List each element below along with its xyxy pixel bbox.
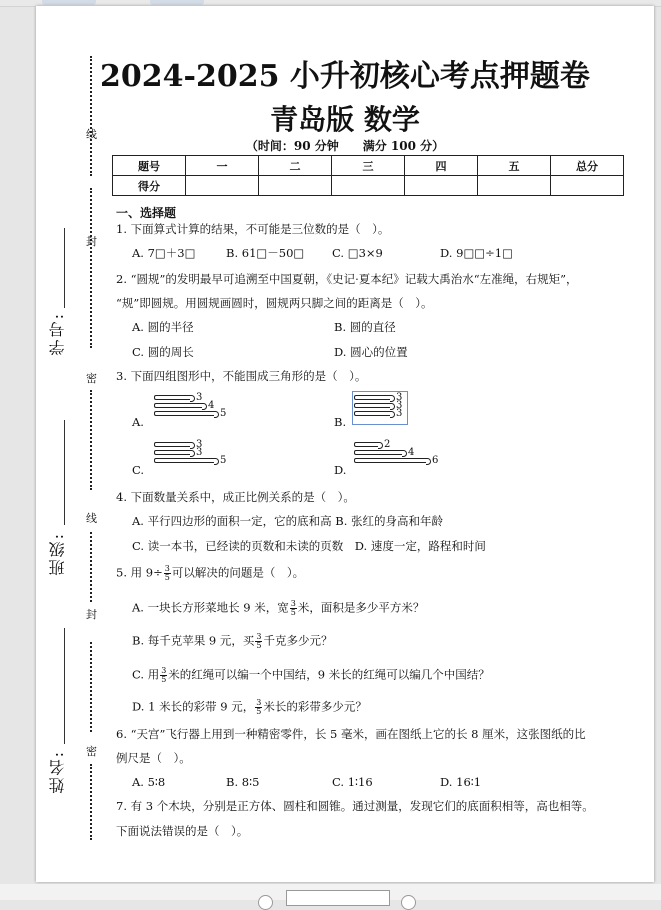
stick-bar [354, 411, 391, 416]
fraction-denominator: 5 [256, 641, 262, 650]
question-5-option-d [132, 699, 367, 716]
stick-bar [354, 458, 427, 463]
stick-bar-end [214, 458, 219, 465]
next-page-button[interactable] [401, 895, 416, 910]
name-line [64, 628, 65, 744]
score-cell [478, 176, 551, 196]
score-table-header-cell: 一 [186, 156, 259, 176]
fraction [255, 699, 262, 716]
stick-bar [154, 458, 215, 463]
question-5-option-b [132, 633, 332, 650]
binding-dotted-line [90, 188, 92, 348]
question-6-option-a: A. 5∶8 [132, 775, 166, 789]
stick-bar-end [202, 403, 207, 410]
question-5-option-a [132, 600, 424, 617]
question-5-option-d-start: D. 1 米长的彩带 9 元， [132, 699, 255, 714]
question-1-option-a: A. 7□＋3□ [132, 246, 196, 260]
question-1-option-b: B. 61□－50□ [226, 246, 305, 260]
question-5-option-d-end: 米长的彩带多少元？ [263, 699, 367, 714]
question-2-option-c: C. 圆的周长 [132, 345, 194, 359]
viewer-bottom-toolbar [0, 884, 661, 900]
binding-char: 线 [86, 128, 97, 141]
student-id-line [64, 228, 65, 308]
stick-bar [354, 450, 403, 455]
fraction-numerator: 3 [164, 564, 170, 573]
stick-length-label: 3 [196, 439, 203, 450]
stick-bar [354, 442, 379, 447]
stick-bar [154, 450, 191, 455]
fraction-denominator: 5 [161, 675, 167, 684]
binding-dotted-line [90, 642, 92, 732]
toolbar-tab[interactable] [42, 0, 96, 5]
score-cell [551, 176, 624, 196]
fraction-numerator: 3 [256, 698, 262, 707]
binding-dotted-line [90, 532, 92, 602]
binding-char: 封 [86, 608, 97, 621]
binding-char: 密 [86, 745, 97, 758]
question-5-option-c-end: 米的红绳可以编一个中国结，9 米长的红绳可以编几个中国结？ [168, 667, 490, 682]
question-5-stem-start: 5. 用 9÷ [116, 565, 163, 580]
score-table-header-cell: 四 [405, 156, 478, 176]
question-3-stem: 3. 下面四组图形中，不能围成三角形的是（ ）。 [116, 369, 367, 383]
fraction [160, 667, 167, 684]
stick-length-label: 5 [220, 408, 227, 419]
score-cell [259, 176, 332, 196]
question-5-option-b-start: B. 每千克苹果 9 元，买 [132, 633, 255, 648]
question-3-option-a-letter: A. [132, 415, 144, 429]
question-5-stem [116, 565, 304, 582]
fraction [290, 600, 297, 617]
binding-char: 封 [86, 235, 97, 248]
question-2-stem-line2: “规”即圆规。用圆规画圆时，圆规两只脚之间的距离是（ ）。 [116, 296, 433, 310]
question-5-option-b-end: 千克多少元？ [263, 633, 333, 648]
score-table-header-cell: 五 [478, 156, 551, 176]
question-6-stem-line1: 6. “天宫”飞行器上用到一种精密零件，长 5 毫米，画在图纸上它的长 8 厘米，这张图纸的比 [116, 727, 586, 741]
score-cell [186, 176, 259, 196]
question-4-options-row1: A. 平行四边形的面积一定，它的底和高 B. 张红的身高和年龄 [132, 514, 444, 528]
stick-length-label: 3 [396, 400, 403, 411]
paper-subtitle: 青岛版 数学 [270, 103, 420, 136]
section-heading: 一、选择题 [116, 206, 177, 220]
stick-length-label: 4 [208, 400, 215, 411]
stick-bar [354, 403, 391, 408]
question-6-option-d: D. 16∶1 [440, 775, 482, 789]
question-6-option-c: C. 1∶16 [332, 775, 373, 789]
stick-bar-end [190, 442, 195, 449]
question-5-option-a-end: 米，面积是多少平方米？ [297, 600, 425, 615]
question-6-stem-line2: 例尺是（ ）。 [116, 751, 191, 765]
stick-bar-end [378, 442, 383, 449]
stick-bar-end [190, 450, 195, 457]
paper-title: 2024-2025 小升初核心考点押题卷 [100, 59, 590, 94]
question-7-stem-line2: 下面说法错误的是（ ）。 [116, 824, 249, 838]
stick-length-label: 4 [408, 447, 415, 458]
fraction-denominator: 5 [290, 608, 296, 617]
question-3-option-d-letter: D. [334, 463, 347, 477]
stick-length-label: 3 [396, 408, 403, 419]
question-2-option-d: D. 圆心的位置 [334, 345, 408, 359]
score-cell [405, 176, 478, 196]
question-1-stem: 1. 下面算式计算的结果，不可能是三位数的是（ ）。 [116, 222, 390, 236]
stick-bar-end [402, 450, 407, 457]
score-table-header-row [113, 156, 624, 176]
page-number-input[interactable] [286, 890, 390, 906]
question-3-option-b-letter: B. [334, 415, 347, 429]
stick-bar [154, 442, 191, 447]
stick-length-label: 6 [432, 455, 439, 466]
question-1-option-c: C. □3×9 [332, 246, 383, 260]
stick-length-label: 3 [396, 392, 403, 403]
score-table-header-cell: 三 [332, 156, 405, 176]
stick-bar [154, 403, 203, 408]
question-5-stem-end: 可以解决的问题是（ ）。 [171, 565, 305, 580]
score-table-header-cell: 二 [259, 156, 332, 176]
score-table-header-cell: 总分 [551, 156, 624, 176]
question-5-option-c [132, 667, 490, 684]
stick-bar-end [426, 458, 431, 465]
fraction-denominator: 5 [256, 707, 262, 716]
question-2-option-a: A. 圆的半径 [132, 320, 194, 334]
question-4-options-row2: C. 读一本书，已经读的页数和未读的页数 D. 速度一定，路程和时间 [132, 539, 486, 553]
question-2-stem-line1: 2. “圆规”的发明最早可追溯至中国夏朝，《史记·夏本纪》记载大禹治水“左准绳，右规矩”， [116, 272, 578, 286]
question-6-option-b: B. 8∶5 [226, 775, 260, 789]
class-label: 班级: [48, 532, 67, 576]
binding-dotted-line [90, 390, 92, 490]
question-1-option-d: D. 9□□÷1□ [440, 246, 513, 260]
fraction-numerator: 3 [256, 632, 262, 641]
binding-char: 线 [86, 512, 97, 525]
stick-length-label: 5 [220, 455, 227, 466]
score-table-score-row [113, 176, 624, 196]
exam-time-score: （时间：90 分钟 满分 100 分） [245, 139, 445, 153]
stick-bar [154, 395, 191, 400]
fraction-numerator: 3 [161, 666, 167, 675]
fraction [164, 565, 171, 582]
stick-length-label: 3 [196, 447, 203, 458]
previous-page-button[interactable] [258, 895, 273, 910]
stick-length-label: 2 [384, 439, 391, 450]
score-table [112, 155, 624, 196]
score-table-row-label: 得分 [113, 176, 186, 196]
question-3-option-c-letter: C. [132, 463, 145, 477]
score-cell [332, 176, 405, 196]
binding-char: 密 [86, 372, 97, 385]
score-table-header-cell: 题号 [113, 156, 186, 176]
fraction-numerator: 3 [290, 599, 296, 608]
question-4-stem: 4. 下面数量关系中，成正比例关系的是（ ）。 [116, 490, 355, 504]
toolbar-tab[interactable] [150, 0, 204, 5]
stick-bar-end [190, 395, 195, 402]
binding-dotted-line [90, 764, 92, 840]
name-label: 姓名: [48, 750, 67, 794]
question-5-option-c-start: C. 用 [132, 667, 160, 682]
stick-bar [154, 411, 215, 416]
stick-length-label: 3 [196, 392, 203, 403]
fraction-denominator: 5 [164, 573, 170, 582]
student-id-label: 学号: [48, 312, 67, 356]
document-page [36, 6, 654, 882]
question-2-option-b: B. 圆的直径 [334, 320, 396, 334]
class-line [64, 420, 65, 525]
fraction [255, 633, 262, 650]
question-5-option-a-start: A. 一块长方形菜地长 9 米，宽 [132, 600, 289, 615]
stick-bar [354, 395, 391, 400]
question-7-stem-line1: 7. 有 3 个木块，分别是正方体、圆柱和圆锥。通过测量，发现它们的底面积相等，高也相等。 [116, 799, 594, 813]
stick-bar-end [214, 411, 219, 418]
